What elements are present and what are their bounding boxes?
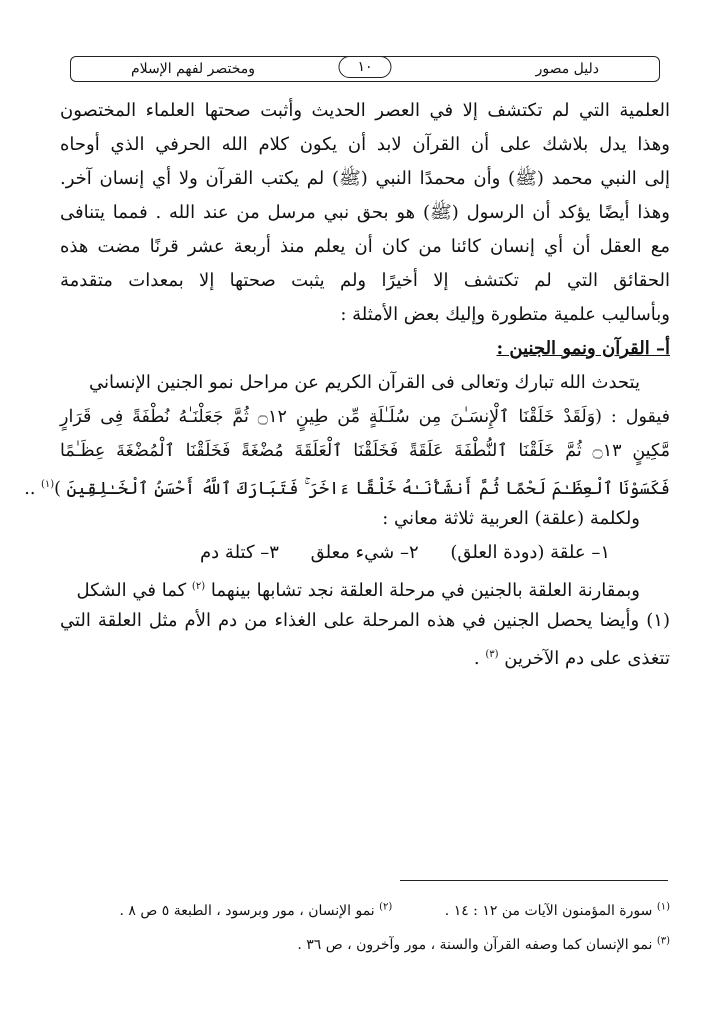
footnote-ref-1: (١)	[40, 479, 55, 490]
text-line	[60, 570, 670, 604]
body-text	[24, 94, 670, 672]
footnote-mark: (٢)	[379, 901, 393, 912]
footnote-item	[273, 937, 670, 953]
text-line-part: تتغذى على دم الآخرين	[504, 648, 670, 669]
footnote-row	[60, 890, 670, 924]
quran-verse-end: ..	[24, 478, 41, 499]
quran-verse-line: فيقول : (وَلَقَدْ خَلَقْنَا ٱلْإِنسَـٰنَ مِن سُلَـٰلَةٍ مِّن طِينٍ ۝١٢ ثُمَّ جَعَلْنَـٰهُ نُطْفَةً فِى قَرَارٍ	[60, 407, 670, 427]
footnote-mark: (٣)	[656, 935, 670, 946]
quran-verse-line: مَّكِينٍ ۝١٣ ثُمَّ خَلَقْنَا ٱلنُّطْفَةَ عَلَقَةً فَخَلَقْنَا ٱلْعَلَقَةَ مُضْغَةً فَخَلَقْنَا ٱلْمُضْغَةَ عِظَـٰمًا	[60, 441, 670, 461]
footnote-mark: (١)	[656, 901, 670, 912]
footnote-divider	[400, 880, 668, 881]
quran-verse-line	[24, 468, 670, 502]
footnotes	[60, 890, 670, 958]
footnote-text: سورة المؤمنون الآيات من ١٢ : ١٤ .	[444, 902, 653, 919]
footnote-text: نمو الإنسان ، مور وبرسود ، الطبعة ٥ ص ٨ .	[119, 902, 375, 919]
footnote-item	[95, 903, 392, 919]
meaning-list	[60, 536, 670, 570]
quran-verse-text: فَكَسَوْنَا ٱلْعِظَـٰمَ لَحْمًا ثُمَّ أَنشَأْنَـٰهُ خَلْقًا ءَاخَرَ ۚ فَتَبَارَكَ ٱللَّهُ أَحْسَنُ ٱلْخَـٰلِقِينَ )	[54, 478, 670, 499]
text-line: وهذا أيضًا يؤكد أن الرسول (ﷺ) هو بحق نبي مرسل من عند الله . فمما يتنافى	[60, 202, 670, 223]
footnote-item	[421, 903, 670, 919]
text-line: وهذا يدل بلاشك على أن القرآن لابد أن يكون كلام الله الحرفي الذي أوحاه	[60, 134, 670, 155]
section-heading: أ– القرآن ونمو الجنين :	[496, 338, 670, 359]
page-header	[70, 56, 660, 82]
text-line: إلى النبي محمد (ﷺ) وأن محمدًا النبي (ﷺ) لم يكتب القرآن ولا أي إنسان آخر.	[60, 168, 670, 189]
text-line: (١) وأيضا يحصل الجنين في هذه المرحلة على الغذاء من دم الأم مثل العلقة التي	[60, 610, 670, 631]
text-line: الحقائق التي لم تكتشف إلا أخيرًا ولم يثبت صحتها إلا بمعدات متقدمة	[60, 270, 670, 291]
text-line: وبأساليب علمية متطورة وإليك بعض الأمثلة :	[340, 304, 670, 325]
text-line: مع العقل أن أي إنسان كائنا من كان أن يعلم منذ أربعة عشر قرنًا مضت هذه	[60, 236, 670, 257]
header-subtitle: ومختصر لفهم الإسلام	[131, 61, 256, 77]
footnote-text: نمو الإنسان كما وصفه القرآن والسنة ، مور وآخرون ، ص ٣٦ .	[297, 936, 653, 953]
text-line	[60, 638, 670, 672]
meaning-item: ١– علقة (دودة العلق)	[450, 542, 610, 563]
text-line: يتحدث الله تبارك وتعالى فى القرآن الكريم عن مراحل نمو الجنين الإنساني	[89, 372, 640, 393]
meaning-item: ٢– شيء معلق	[310, 542, 419, 563]
meaning-item: ٣– كتلة دم	[200, 542, 279, 563]
header-book-title: دليل مصور	[535, 61, 599, 77]
text-line-part: وبمقارنة العلقة بالجنين في مرحلة العلقة نجد تشابها بينهما	[210, 580, 640, 601]
text-line: ولكلمة (علقة) العربية ثلاثة معاني :	[382, 508, 640, 529]
text-line-part: كما في الشكل	[76, 580, 187, 601]
footnote-ref-2: (٢)	[191, 581, 206, 592]
text-line-end: .	[473, 648, 486, 669]
page-number: ١٠	[338, 56, 391, 78]
text-line: العلمية التي لم تكتشف إلا في العصر الحديث وأثبت صحتها العلماء المختصون	[60, 100, 670, 121]
footnote-ref-3: (٣)	[485, 649, 499, 660]
footnote-row	[60, 924, 670, 958]
